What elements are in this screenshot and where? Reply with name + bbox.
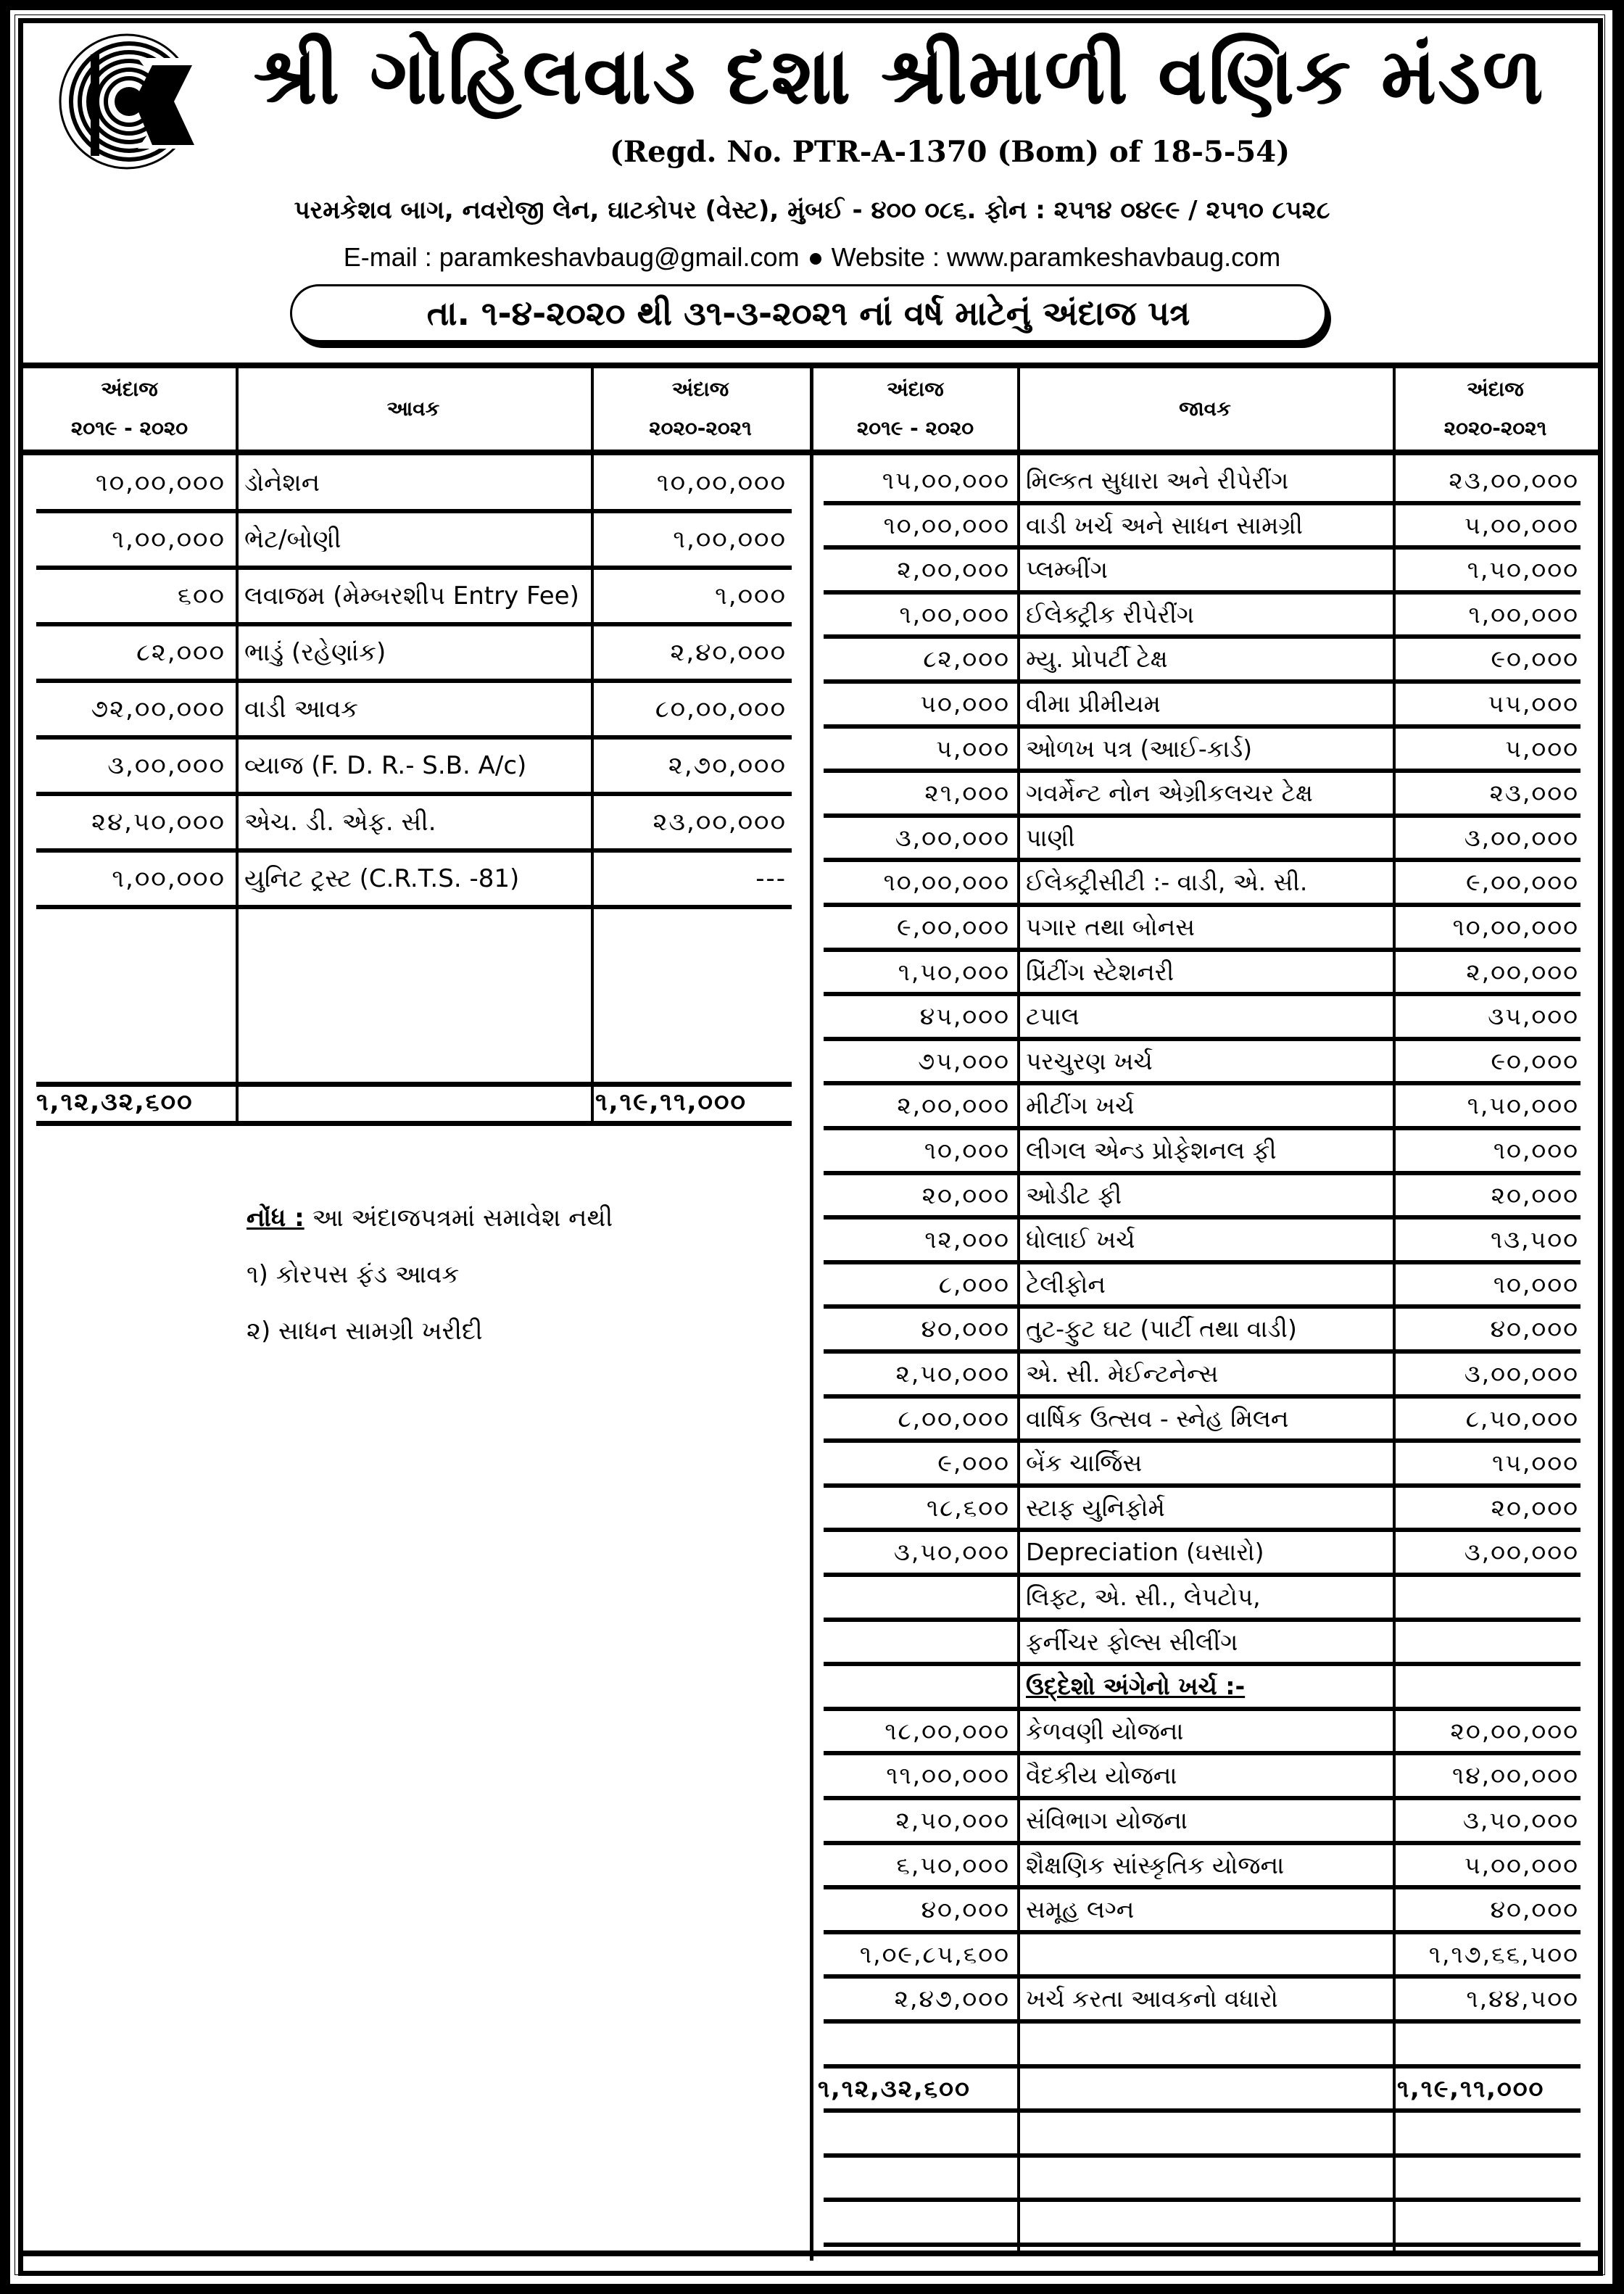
expense-next-amount: ૧,૫૦,૦૦૦	[1467, 1091, 1579, 1120]
expense-prev-amount: ૨,૫૦,૦૦૦	[895, 1806, 1010, 1834]
expense-item-label: ઈલેક્ટ્રીક રીપેરીંગ	[1026, 600, 1195, 629]
expense-prev-amount: ૪૦,૦૦૦	[921, 1314, 1010, 1343]
income-row-divider	[36, 509, 792, 513]
income-next-amount: ૧૦,૦૦,૦૦૦	[656, 468, 787, 497]
expense-item-label: ઈલેક્ટ્રીસીટી :- વાડી, એ. સી.	[1026, 868, 1308, 897]
expense-prev-amount: ૩,૦૦,૦૦૦	[895, 823, 1010, 852]
income-next-amount: ૧,૦૦,૦૦૦	[673, 525, 787, 554]
income-col-next-line1: અંદાજ	[671, 377, 729, 401]
expense-prev-amount: ૭૫,૦૦૦	[918, 1046, 1010, 1075]
expense-item-label: ફર્નીચર ફોલ્સ સીલીંગ	[1026, 1627, 1238, 1656]
expense-next-amount: ૧,૦૦,૦૦૦	[1468, 600, 1579, 629]
note-label: નોંધ :	[246, 1204, 304, 1233]
income-item-label: ભેટ/બોણી	[244, 525, 341, 554]
expense-next-amount: ૩,૦૦,૦૦૦	[1464, 823, 1579, 852]
income-col-head: આવક	[386, 397, 440, 421]
expense-prev-amount: ૬,૫૦,૦૦૦	[896, 1850, 1010, 1879]
expense-prev-amount: ૨,૪૭,૦૦૦	[894, 1984, 1010, 2013]
table-bottom-border	[23, 2250, 1598, 2256]
income-prev-amount: ૬૦૦	[178, 581, 225, 610]
income-next-amount: ૧,૦૦૦	[715, 581, 787, 610]
expense-prev-amount: ૯,૦૦,૦૦૦	[897, 913, 1010, 941]
expense-item-label: મિલ્કત સુધારા અને રીપેરીંગ	[1026, 466, 1289, 494]
income-prev-amount: ૧,૦૦,૦૦૦	[112, 525, 225, 554]
expense-next-amount: ૧૩,૫૦૦	[1490, 1225, 1579, 1254]
expense-next-amount: ૧,૪૪,૫૦૦	[1466, 1984, 1579, 2013]
expense-item-label: ઓડીટ ફી	[1026, 1180, 1122, 1209]
expense-prev-amount: ૧૦,૦૦૦	[924, 1136, 1010, 1164]
expense-prev-amount: ૪૦,૦૦૦	[921, 1895, 1010, 1924]
expense-prev-amount: ૨,૦૦,૦૦૦	[897, 555, 1010, 584]
expense-prev-amount: ૫,૦૦૦	[936, 734, 1010, 763]
expense-next-amount: ૪૦,૦૦૦	[1490, 1314, 1579, 1343]
expense-next-amount: ૧,૧૭,૬૬,૫૦૦	[1428, 1939, 1579, 1968]
org-title: શ્રી ગોહિલવાડ દશા શ્રીમાળી વણિક મંડળ	[253, 30, 1545, 122]
income-col-prev-line1: અંદાજ	[101, 377, 158, 401]
expense-item-label: કેળવણી યોજના	[1026, 1716, 1184, 1745]
income-prev-amount: ૧,૦૦,૦૦૦	[112, 864, 225, 893]
contact-line	[0, 239, 1624, 276]
expense-next-amount: ૧૦,૦૦૦	[1493, 1270, 1579, 1299]
income-row-divider	[36, 622, 792, 626]
income-total-prev: ૧,૧૨,૩૨,૬૦૦	[36, 1088, 194, 1117]
expense-row-divider	[824, 2108, 1580, 2113]
note-heading	[246, 1196, 613, 1240]
expense-next-amount: ૧૫,૦૦૦	[1492, 1449, 1579, 1478]
income-row-divider	[36, 566, 792, 570]
expense-prev-amount: ૨૧,૦૦૦	[924, 779, 1010, 808]
expense-prev-amount: ૧૮,૦૦,૦૦૦	[884, 1716, 1010, 1745]
expense-item-label: પાણી	[1026, 823, 1075, 852]
bullet-icon	[810, 253, 821, 265]
expense-item-label: મ્યુ. પ્રોપર્ટી ટેક્ષ	[1026, 645, 1168, 674]
expense-item-label: ટપાલ	[1026, 1002, 1080, 1031]
expense-item-label: સમૂહ લગ્ન	[1026, 1895, 1135, 1924]
expense-next-amount: ૨૦,૦૦,૦૦૦	[1450, 1716, 1579, 1745]
income-row-divider	[36, 792, 792, 796]
expense-next-amount: ૯૦,૦૦૦	[1491, 645, 1579, 674]
expense-next-amount: ૫,૦૦,૦૦૦	[1464, 510, 1579, 539]
expense-prev-amount: ૧૦,૦૦,૦૦૦	[883, 510, 1010, 539]
expense-next-amount: ૯૦,૦૦૦	[1491, 1046, 1579, 1075]
income-next-amount: ૨,૪૦,૦૦૦	[670, 638, 787, 667]
expense-item-label: ગવર્મેન્ટ નોન એગ્રીકલચર ટેક્ષ	[1026, 779, 1313, 808]
expense-next-amount: ૨૦,૦૦૦	[1491, 1180, 1579, 1209]
expense-prev-amount: ૮,૦૦,૦૦૦	[898, 1404, 1010, 1433]
expense-item-label: પરચુરણ ખર્ચ	[1026, 1046, 1153, 1075]
income-row-divider	[36, 905, 792, 909]
income-item-label: ડોનેશન	[244, 468, 320, 497]
note-item: ૧) કોરપસ ફંડ આવક	[246, 1260, 460, 1289]
expense-col-head: જાવક	[1179, 397, 1231, 421]
expense-next-amount: ૨,૦૦,૦૦૦	[1466, 957, 1579, 986]
income-total-bottom-border	[36, 1121, 792, 1126]
expense-item-label: સંવિભાગ યોજના	[1026, 1806, 1188, 1834]
income-item-label: યુનિટ ટ્રસ્ટ (C.R.T.S. -81)	[244, 864, 520, 893]
address-line: પરમકેશવ બાગ, નવરોજી લેન, ઘાટકોપર (વેસ્ટ), મુંબઈ - ૪૦૦ ૦૮૬. ફોન : ૨૫૧૪ ૦૪૯૯ / ૨૫૧૦ ૮૫૨૮	[294, 196, 1330, 225]
expense-col-next-line2: ૨૦૨૦-૨૦૨૧	[1443, 416, 1547, 440]
expense-item-label: સ્ટાફ યુનિફોર્મ	[1026, 1493, 1165, 1522]
expense-prev-amount: ૧,૦૦,૦૦૦	[899, 600, 1010, 629]
expense-item-label: વીમા પ્રીમીયમ	[1026, 690, 1161, 718]
expense-next-amount: ૩૫,૦૦૦	[1488, 1002, 1579, 1031]
expense-prev-amount: ૮૨,૦૦૦	[923, 645, 1010, 674]
expense-item-label: મીટીંગ ખર્ચ	[1026, 1091, 1135, 1120]
expense-prev-amount: ૨,૫૦,૦૦૦	[895, 1359, 1010, 1388]
expense-prev-amount: ૧૨,૦૦૦	[924, 1225, 1010, 1254]
expense-next-amount: ૪૦,૦૦૦	[1490, 1895, 1579, 1924]
expense-item-label: એ. સી. મેઈન્ટનેન્સ	[1026, 1359, 1219, 1388]
expense-next-amount: ૧,૫૦,૦૦૦	[1467, 555, 1579, 584]
income-next-amount: ૨,૭૦,૦૦૦	[668, 751, 787, 780]
expense-item-label: લીગલ એન્ડ પ્રોફેશનલ ફી	[1026, 1136, 1277, 1164]
registration-number: (Regd. No. PTR-A-1370 (Bom) of 18-5-54)	[609, 135, 1290, 169]
expense-next-amount: ૩,૫૦,૦૦૦	[1462, 1806, 1579, 1834]
income-prev-amount: ૧૦,૦૦,૦૦૦	[95, 468, 225, 497]
expense-item-label: ઓળખ પત્ર (આઈ-કાર્ડ)	[1026, 734, 1253, 763]
income-prev-amount: ૭૨,૦૦,૦૦૦	[91, 695, 225, 724]
expense-col-prev-line2: ૨૦૧૯ - ૨૦૨૦	[856, 416, 974, 440]
expense-item-label: પ્રિંટીંગ સ્ટેશનરી	[1026, 957, 1174, 986]
income-next-amount: ---	[755, 864, 787, 893]
expense-prev-amount: ૪૫,૦૦૦	[919, 1002, 1010, 1031]
expense-row-divider	[824, 2198, 1580, 2202]
expense-next-amount: ૫,૦૦૦	[1505, 734, 1579, 763]
expense-item-label: Depreciation (ઘસારો)	[1026, 1538, 1264, 1567]
expense-next-amount: ૯,૦૦,૦૦૦	[1466, 868, 1579, 897]
income-prev-amount: ૩,૦૦,૦૦૦	[107, 751, 225, 780]
expense-next-amount: ૨૩,૦૦૦	[1489, 779, 1579, 808]
expense-next-amount: ૨૩,૦૦,૦૦૦	[1449, 466, 1579, 494]
email-text: E-mail : paramkeshavbaug@gmail.com	[343, 242, 800, 272]
expense-item-label: વૈદકીય યોજના	[1026, 1761, 1177, 1790]
income-item-label: લવાજમ (મેમ્બરશીપ Entry Fee)	[244, 581, 579, 610]
budget-title: તા. ૧-૪-૨૦૨૦ થી ૩૧-૩-૨૦૨૧ નાં વર્ષ માટેનું અંદાજ પત્ર	[290, 284, 1327, 342]
expense-item-label: વાર્ષિક ઉત્સવ - સ્નેહ મિલન	[1026, 1404, 1289, 1433]
expense-item-label: વાડી ખર્ચ અને સાધન સામગ્રી	[1026, 510, 1303, 539]
expense-next-amount: ૨૦,૦૦૦	[1491, 1493, 1579, 1522]
expense-prev-amount: ૧,૫૦,૦૦૦	[898, 957, 1010, 986]
expense-next-amount: ૫૫,૦૦૦	[1488, 690, 1579, 718]
expense-prev-amount: ૧,૦૯,૮૫,૬૦૦	[859, 1939, 1010, 1968]
income-row-divider	[36, 848, 792, 853]
expense-next-amount: ૫,૦૦,૦૦૦	[1464, 1850, 1579, 1879]
expense-prev-amount: ૩,૫૦,૦૦૦	[893, 1538, 1010, 1567]
expense-next-amount: ૧,૧૯,૧૧,૦૦૦	[1397, 2074, 1545, 2103]
expense-item-label: ખર્ચ કરતા આવકનો વધારો	[1026, 1984, 1278, 2013]
note-text: આ અંદાજપત્રમાં સમાવેશ નથી	[304, 1204, 613, 1233]
expense-row-divider	[824, 2019, 1580, 2024]
expense-prev-amount: ૧૦,૦૦,૦૦૦	[883, 868, 1010, 897]
expense-prev-amount: ૯,૦૦૦	[937, 1449, 1010, 1478]
income-prev-amount: ૮૨,૦૦૦	[136, 638, 225, 667]
expense-prev-amount: ૮,૦૦૦	[938, 1270, 1010, 1299]
expense-next-amount: ૩,૦૦,૦૦૦	[1464, 1359, 1579, 1388]
income-col-next-line2: ૨૦૨૦-૨૦૨૧	[649, 416, 752, 440]
expense-item-label: પ્લમ્બીંગ	[1026, 555, 1108, 584]
expense-item-label: ધોલાઈ ખર્ચ	[1026, 1225, 1135, 1254]
income-col-prev-line2: ૨૦૧૯ - ૨૦૨૦	[70, 416, 188, 440]
expense-prev-amount: ૧૫,૦૦,૦૦૦	[882, 466, 1010, 494]
income-row-divider	[36, 735, 792, 740]
website-text: Website : www.paramkeshavbaug.com	[831, 242, 1281, 272]
expense-prev-amount: ૧૮,૬૦૦	[926, 1493, 1010, 1522]
expense-item-label: બેંક ચાર્જિસ	[1026, 1449, 1143, 1478]
expense-next-amount: ૧૪,૦૦,૦૦૦	[1452, 1761, 1579, 1790]
expense-prev-amount: ૨,૦૦,૦૦૦	[897, 1091, 1010, 1120]
expense-item-label: ટેલીફોન	[1026, 1270, 1106, 1299]
expense-next-amount: ૧૦,૦૦,૦૦૦	[1452, 913, 1579, 941]
income-total-next: ૧,૧૯,૧૧,૦૦૦	[595, 1088, 747, 1117]
expense-col-prev-line1: અંદાજ	[887, 377, 944, 401]
income-item-label: વાડી આવક	[244, 695, 359, 724]
expense-item-label: પગાર તથા બોનસ	[1026, 913, 1195, 941]
income-item-label: એચ. ડી. એફ. સી.	[244, 808, 436, 837]
expense-item-label: તુટ-ફુટ ઘટ (પાર્ટી તથા વાડી)	[1026, 1314, 1297, 1343]
expense-prev-amount: ૫૦,૦૦૦	[920, 690, 1010, 718]
expense-next-amount: ૩,૦૦,૦૦૦	[1464, 1538, 1579, 1567]
income-next-amount: ૮૦,૦૦,૦૦૦	[655, 695, 787, 724]
expense-next-amount: ૧૦,૦૦૦	[1493, 1136, 1579, 1164]
income-prev-amount: ૨૪,૫૦,૦૦૦	[91, 808, 225, 837]
income-row-divider	[36, 679, 792, 683]
expense-prev-amount: ૧,૧૨,૩૨,૬૦૦	[818, 2074, 971, 2103]
expense-col-next-line1: અંદાજ	[1467, 377, 1524, 401]
expense-prev-amount: ૧૧,૦૦,૦૦૦	[886, 1761, 1010, 1790]
income-item-label: ભાડું (રહેણાંક)	[244, 638, 386, 667]
income-col-divider	[236, 363, 239, 1125]
expense-row-divider	[824, 2243, 1580, 2247]
expense-prev-amount: ૨૦,૦૦૦	[921, 1180, 1010, 1209]
income-item-label: વ્યાજ (F. D. R.- S.B. A/c)	[244, 751, 527, 780]
expense-next-amount: ૮,૫૦,૦૦૦	[1465, 1404, 1579, 1433]
income-next-amount: ૨૩,૦૦,૦૦૦	[652, 808, 787, 837]
expense-item-label: શૈક્ષણિક સાંસ્કૃતિક યોજના	[1026, 1850, 1285, 1879]
expense-item-label: લિફ્ટ, એ. સી., લેપટોપ,	[1026, 1583, 1261, 1611]
note-item: ૨) સાધન સામગ્રી ખરીદી	[246, 1317, 483, 1346]
expense-row-divider	[824, 2153, 1580, 2158]
expense-section-heading: ઉદ્દેશો અંગેનો ખર્ચ :-	[1026, 1672, 1246, 1701]
